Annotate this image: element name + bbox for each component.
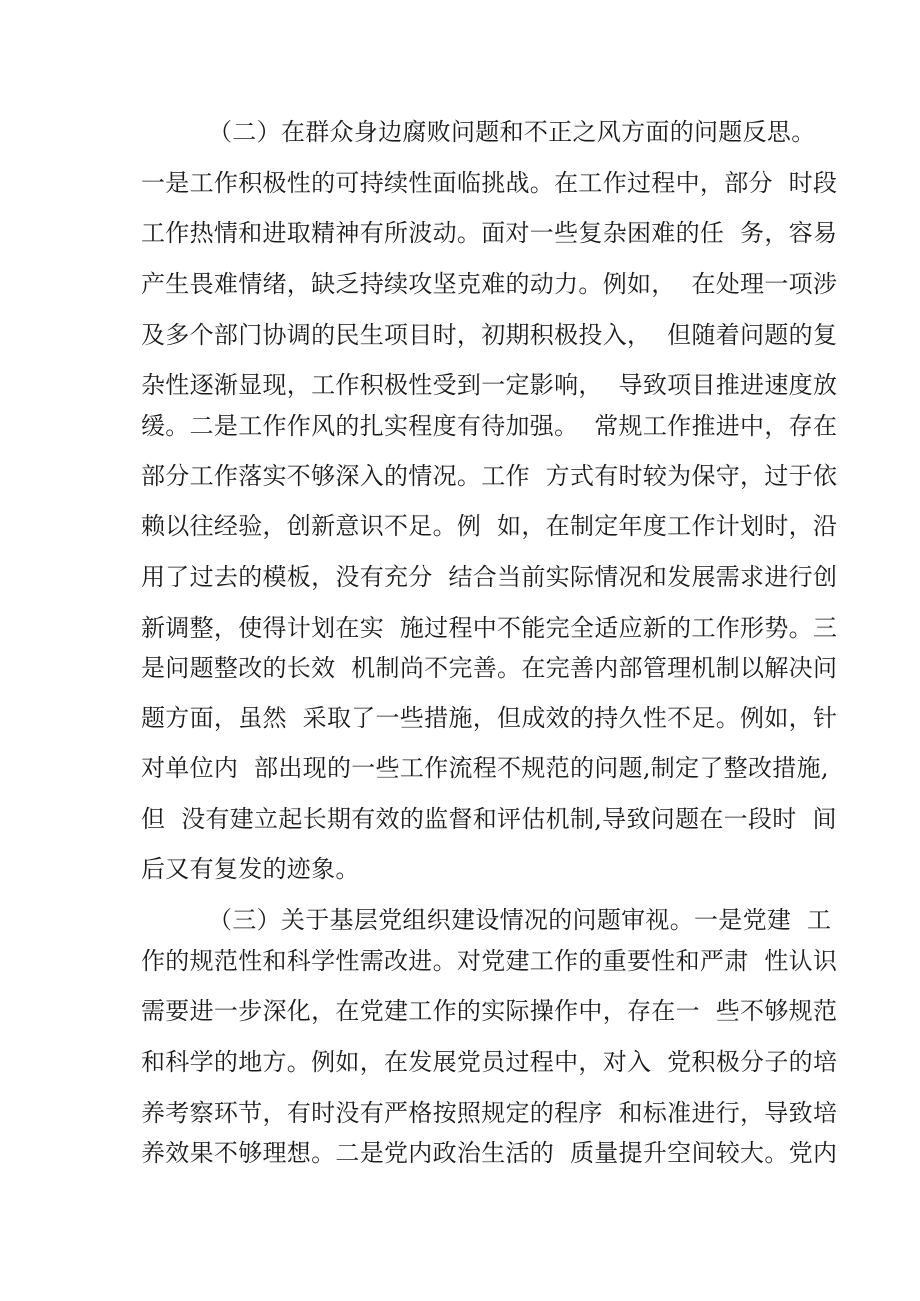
paragraph-line: 和科学的地方。例如，在发展党员过程中，对入 党积极分子的培: [141, 1048, 838, 1076]
paragraph-line: 是问题整改的长效 机制尚不完善。在完善内部管理机制以解决问: [141, 654, 838, 682]
paragraph-line: 对单位内 部出现的一些工作流程不规范的问题,制定了整改措施,: [141, 754, 829, 782]
paragraph-line: 缓。二是工作作风的扎实程度有待加强。 常规工作推进中，存在: [141, 412, 838, 440]
paragraph-line: 及多个部门协调的民生项目时，初期积极投入， 但随着问题的复: [141, 321, 838, 349]
paragraph-line: 产生畏难情绪，缺乏持续攻坚克难的动力。例如， 在处理一项涉: [141, 270, 838, 298]
paragraph-line: 工作热情和进取精神有所波动。面对一些复杂困难的任 务，容易: [141, 219, 838, 247]
paragraph-line: 需要进一步深化，在党建工作的实际操作中，存在一 些不够规范: [141, 997, 838, 1025]
paragraph-line: 新调整，使得计划在实 施过程中不能完全适应新的工作形势。三: [141, 614, 838, 642]
paragraph-line: 养效果不够理想。二是党内政治生活的 质量提升空间较大。党内: [141, 1139, 838, 1167]
paragraph-line: 后又有复发的迹象。: [141, 855, 360, 883]
paragraph-line: 但 没有建立起长期有效的监督和评估机制,导致问题在一段时 间: [141, 805, 837, 833]
paragraph-line: 赖以往经验，创新意识不足。例 如，在制定年度工作计划时，沿: [141, 512, 838, 540]
paragraph-line: 部分工作落实不够深入的情况。工作 方式有时较为保守，过于依: [141, 462, 838, 490]
section-three-heading: （三）关于基层党组织建设情况的问题审视。一是党建 工: [208, 906, 832, 934]
paragraph-line: 一是工作积极性的可持续性面临挑战。在工作过程中，部分 时段: [141, 169, 838, 197]
paragraph-line: 用了过去的模板，没有充分 结合当前实际情况和发展需求进行创: [141, 563, 838, 591]
paragraph-line: 养考察环节，有时没有严格按照规定的程序 和标准进行，导致培: [141, 1099, 838, 1127]
paragraph-line: 题方面，虽然 采取了一些措施，但成效的持久性不足。例如，针: [141, 704, 838, 732]
paragraph-line: 杂性逐渐显现，工作积极性受到一定影响， 导致项目推进速度放: [141, 371, 838, 399]
section-two-heading: （二）在群众身边腐败问题和不正之风方面的问题反思。: [208, 118, 816, 146]
paragraph-line: 作的规范性和科学性需改进。对党建工作的重要性和严肃 性认识: [141, 947, 838, 975]
